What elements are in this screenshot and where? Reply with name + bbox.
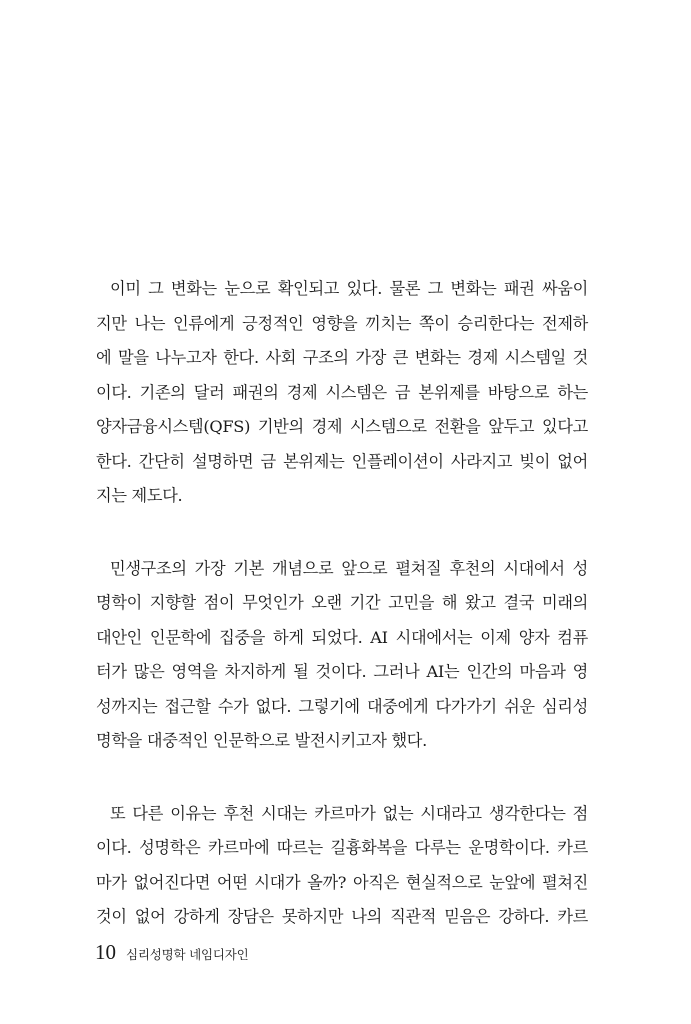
- text-line: 명학을 대중적인 인문학으로 발전시키고자 했다.: [96, 731, 427, 750]
- text-line: 이다. 성명학은 카르마에 따르는 길흉화복을 다루는 운명학이다. 카르: [96, 838, 588, 857]
- text-line: 이다. 기존의 달러 패권의 경제 시스템은 금 본위제를 바탕으로 하는: [96, 382, 588, 402]
- text-line: 것이 없어 강하게 장담은 못하지만 나의 직관적 믿음은 강하다. 카르: [96, 907, 588, 926]
- page-footer: [95, 940, 249, 970]
- text-line: 명학이 지향할 점이 무엇인가 오랜 기간 고민을 해 왔고 결국 미래의: [96, 593, 588, 612]
- text-line: 터가 많은 영역을 차지하게 될 것이다. 그러나 AI는 인간의 마음과 영: [96, 662, 588, 681]
- paragraph-3: [96, 797, 588, 935]
- text-line: 지는 제도다.: [96, 486, 183, 505]
- text-line: 지만 나는 인류에게 긍정적인 영향을 끼치는 쪽이 승리한다는 전제하: [96, 313, 588, 333]
- text-line: 이미 그 변화는 눈으로 확인되고 있다. 물론 그 변화는 패권 싸움이: [110, 279, 588, 298]
- text-line: 또 다른 이유는 후천 시대는 카르마가 없는 시대라고 생각한다는 점: [110, 803, 588, 823]
- text-line: 대안인 인문학에 집중을 하게 되었다. AI 시대에서는 이제 양자 컴퓨: [96, 627, 588, 647]
- text-line: 마가 없어진다면 어떤 시대가 올까? 아직은 현실적으로 눈앞에 펼쳐진: [96, 872, 588, 892]
- paragraph-1: [96, 272, 588, 514]
- text-line: 한다. 간단히 설명하면 금 본위제는 인플레이션이 사라지고 빚이 없어: [96, 451, 588, 471]
- text-line: 양자금융시스템(QFS) 기반의 경제 시스템으로 전환을 앞두고 있다고: [96, 417, 588, 436]
- text-line: 에 말을 나누고자 한다. 사회 구조의 가장 큰 변화는 경제 시스템일 것: [96, 348, 588, 367]
- body-text: [96, 272, 588, 973]
- page-number: 10: [95, 940, 116, 964]
- text-line: 성까지는 접근할 수가 없다. 그렇기에 대중에게 다가가기 쉬운 심리성: [96, 696, 588, 716]
- text-line: 민생구조의 가장 기본 개념으로 앞으로 펼쳐질 후천의 시대에서 성: [110, 558, 588, 578]
- running-title: 심리성명학 네임디자인: [126, 947, 249, 962]
- paragraph-2: [96, 552, 588, 759]
